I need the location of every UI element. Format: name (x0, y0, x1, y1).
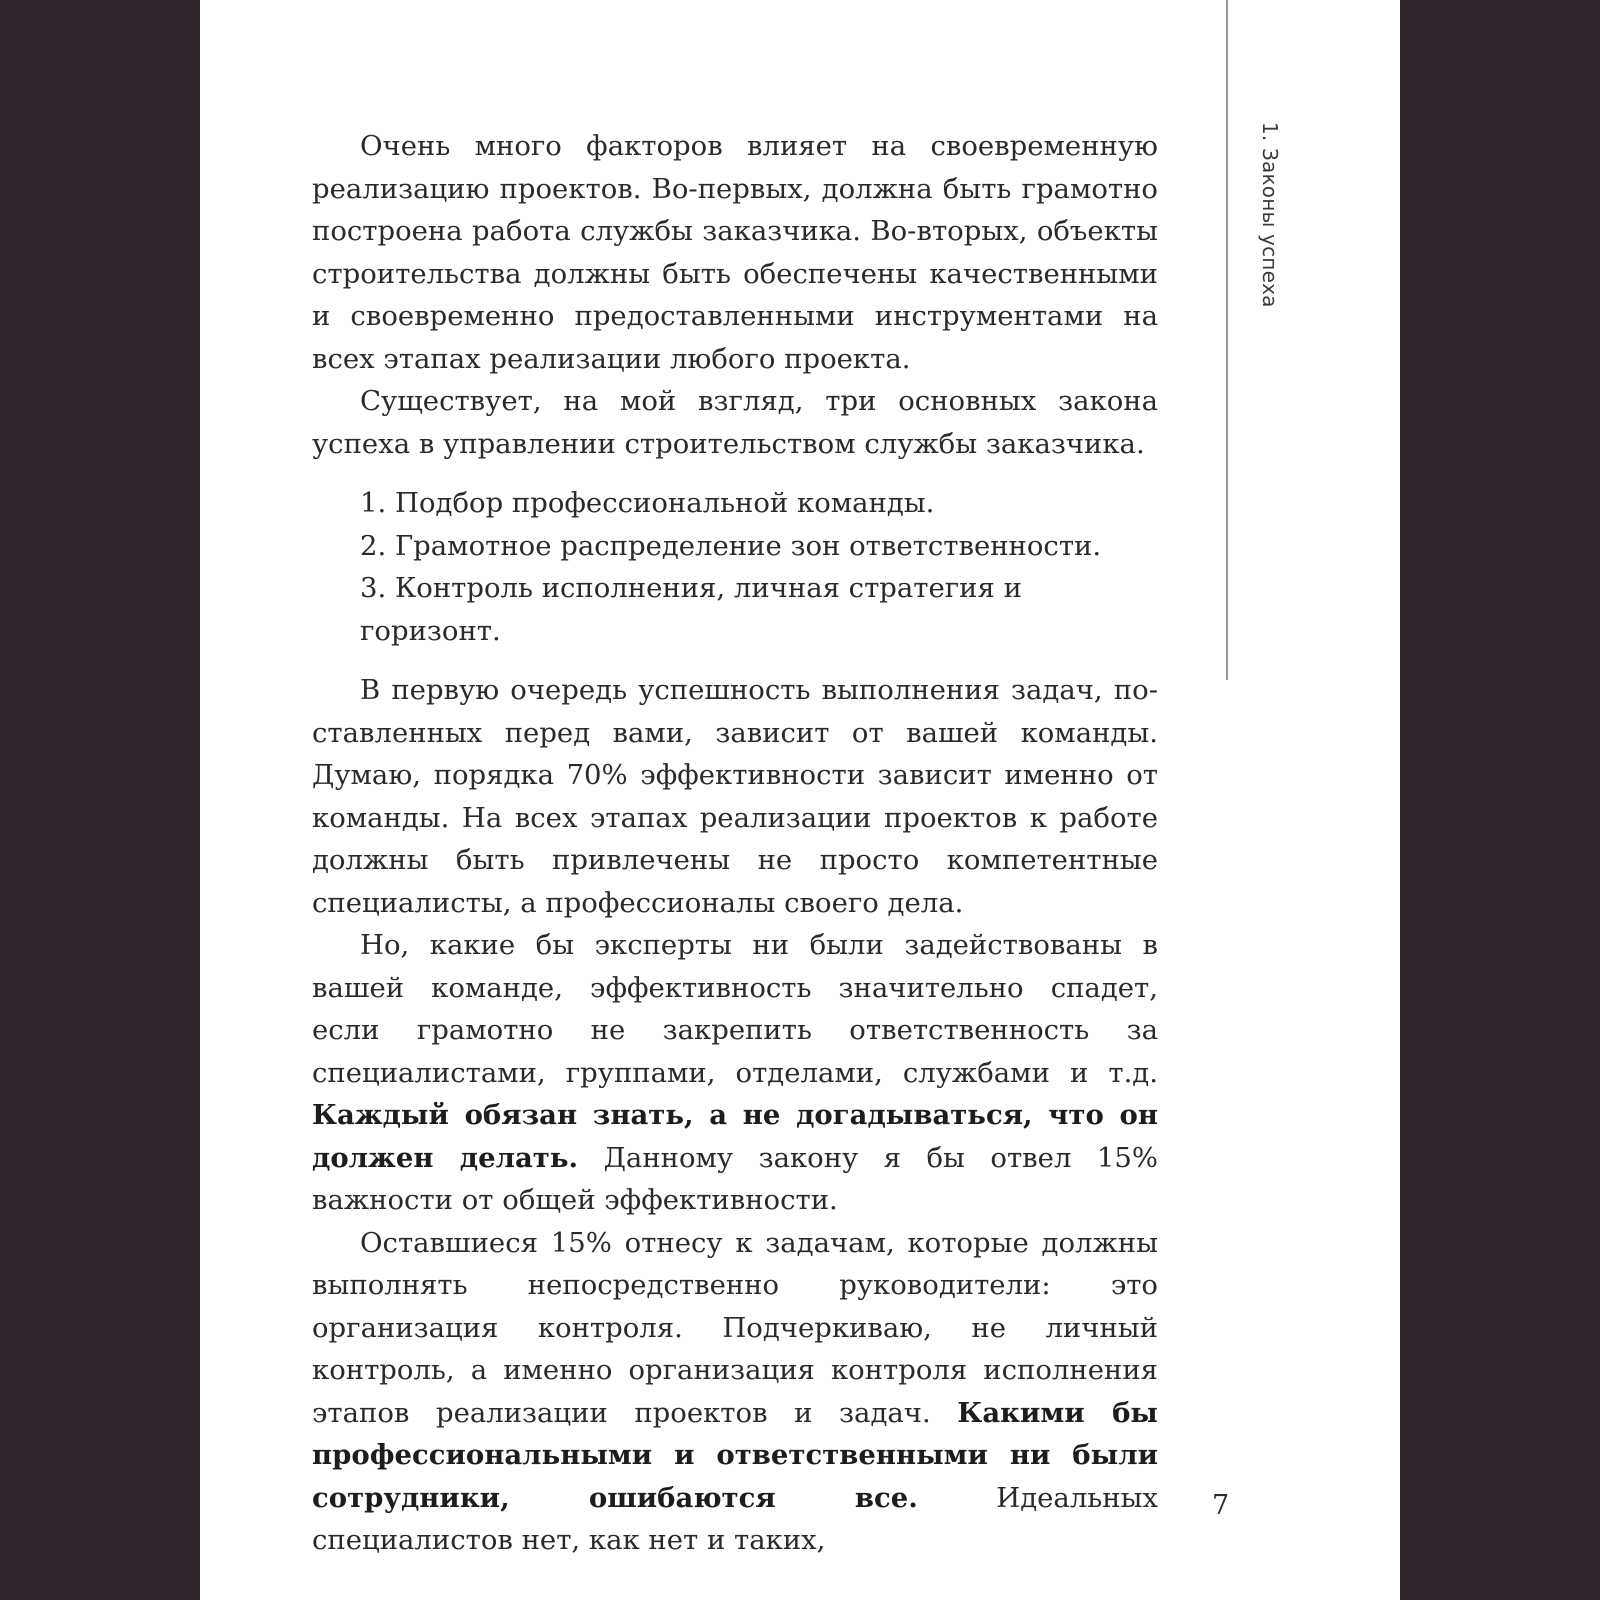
chapter-side-heading: 1. Законы успеха (1258, 122, 1282, 308)
book-page (200, 0, 1400, 1600)
paragraph-3: В первую очередь успешность выполнения задач, поставленных перед вами, зависит от вашей команды. Думаю, порядка 70% эффективности зависит именно от команды. На всех этапах реализации проектов к работе должны быть привлечены не просто компетентные специалисты, а профессионалы своего дела. (312, 674, 1158, 919)
list-item: 2. Грамотное распределение зон ответственности. (360, 529, 1102, 562)
paragraph-4-emphasis: Каждый обязан знать, а не догадываться, что он должен делать. (312, 1099, 1158, 1174)
paragraph-4-text-end: Данному закону я бы отвел 15% важности от общей эффективности. (312, 1141, 1159, 1216)
side-divider-line (1226, 0, 1228, 680)
paragraph-5-text-end: Идеальных специалистов нет, как нет и таких, (312, 1481, 1158, 1556)
paragraph-1: Очень много факторов влияет на своевременную реализацию проектов. Во-первых, должна быть грамотно построена работа службы заказчика. Во-вторых, объекты строительства должны быть обеспечены качественными и своевременно предоставленными инструментами на всех этапах реализации любого проекта. (312, 130, 1158, 375)
paragraph-4 (312, 924, 1158, 1222)
paragraph-5-emphasis: Какими бы профессиональными и ответственными ни были сотрудники, ошибаются все. (312, 1396, 1158, 1514)
laws-list (312, 482, 1158, 652)
body-text (312, 125, 1158, 1562)
paragraph-5-text: Оставшиеся 15% отнесу к задачам, которые должны выполнять непосредственно руководители: это организация контроля. Подчеркиваю, не личный контроль, а именно организация контроля исполнения этапов реализации проектов и задач. (312, 1226, 1158, 1429)
list-item: 1. Подбор профессиональной команды. (360, 487, 935, 519)
paragraph-4-text: Но, какие бы эксперты ни были задействованы в вашей команде, эффективность значительно спадет, если грамотно не закрепить ответственность за специалистами, группами, отделами, службами и т.д. (312, 929, 1158, 1089)
paragraph-2: Существует, на мой взгляд, три основных закона успеха в управлении строительством службы заказчика. (312, 385, 1158, 460)
page-number: 7 (1212, 1490, 1230, 1521)
paragraph-5 (312, 1222, 1158, 1562)
list-item: 3. Контроль исполнения, личная стратегия и горизонт. (360, 572, 1022, 647)
